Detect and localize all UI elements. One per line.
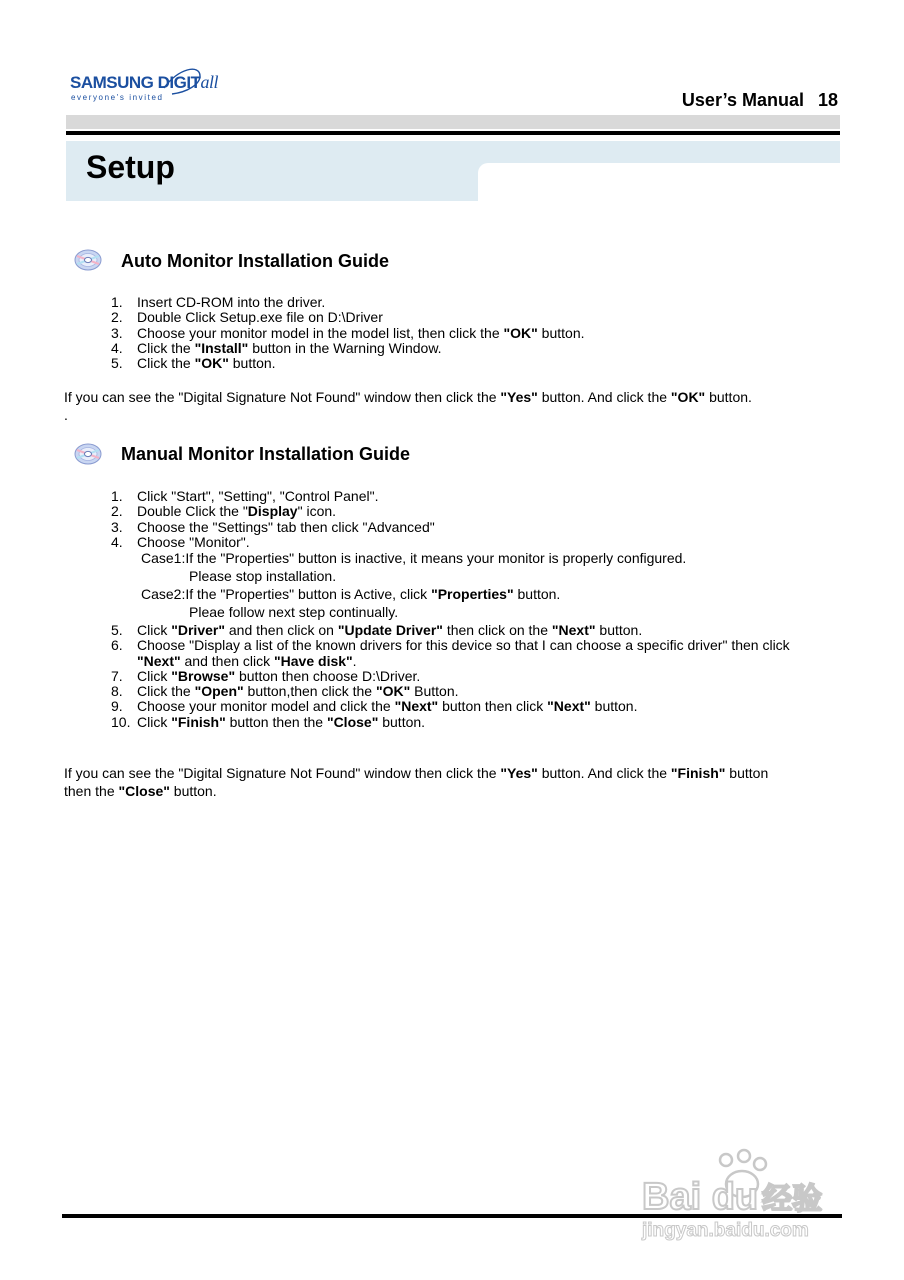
list-item-text: Click "Browse" button then choose D:\Driver. <box>137 667 421 684</box>
manual-title: User’s Manual <box>681 90 804 110</box>
list-item-number: 2. <box>111 309 123 326</box>
list-item <box>111 638 790 669</box>
page-number: 18 <box>817 90 838 110</box>
list-item-text: Click "Finish" button then the "Close" button. <box>137 713 426 730</box>
case2-text: Case2:If the "Properties" button is Active, click "Properties" button. <box>141 586 561 602</box>
list-item <box>111 295 585 310</box>
list-item-number: 8. <box>111 683 123 700</box>
list-item-number: 10. <box>111 713 131 730</box>
header-gray-band <box>66 115 840 129</box>
list-item-number: 6. <box>111 637 123 654</box>
manual-guide-note-line2: then the "Close" button. <box>64 783 217 799</box>
watermark-brand: Bai du 经验 <box>642 1176 823 1218</box>
auto-guide-steps <box>111 295 585 371</box>
list-item-text: Insert CD-ROM into the driver. <box>137 294 326 310</box>
case1-text: Case1:If the "Properties" button is inactive, it means your monitor is properly configured. <box>141 550 687 566</box>
manual-guide-steps-1-4 <box>111 489 435 550</box>
samsung-logo <box>68 66 218 108</box>
list-item-number: 1. <box>111 294 123 310</box>
list-item-text: Choose your monitor model in the model list, then click the "OK" button. <box>137 324 585 341</box>
manual-guide-title: Manual Monitor Installation Guide <box>121 444 411 464</box>
header-manual-title <box>682 90 838 111</box>
list-item-number: 3. <box>111 324 123 341</box>
list-item-text: Click "Start", "Setting", "Control Panel". <box>137 488 379 504</box>
list-item <box>111 489 435 504</box>
list-item-text: Click the "Install" button in the Warning Window. <box>137 339 442 356</box>
list-item-number: 5. <box>111 622 123 638</box>
manual-guide-note-line1: If you can see the "Digital Signature Not Found" window then click the "Yes" button. And click the "Finish" button <box>64 765 769 781</box>
list-item <box>111 669 790 684</box>
list-item-text: Choose "Monitor". <box>137 533 250 550</box>
list-item <box>111 715 790 730</box>
logo-tagline: everyone's invited <box>71 93 164 102</box>
list-item <box>111 504 435 519</box>
list-item-text: Choose the "Settings" tab then click "Advanced" <box>137 518 435 535</box>
list-item-number: 1. <box>111 488 123 504</box>
baidu-watermark <box>640 1148 850 1248</box>
cd-disc-icon <box>73 246 103 274</box>
list-item-number: 7. <box>111 667 123 684</box>
list-item <box>111 684 790 699</box>
cd-disc-icon <box>73 440 103 468</box>
list-item-text: Click the "OK" button. <box>137 355 276 372</box>
list-item-number: 4. <box>111 339 123 356</box>
list-item-number: 4. <box>111 533 123 550</box>
list-item-number: 2. <box>111 503 123 520</box>
list-item <box>111 356 585 371</box>
list-item-text: Click "Driver" and then click on "Update Driver" then click on the "Next" button. <box>137 622 643 638</box>
case2-followup: Pleae follow next step continually. <box>189 604 399 620</box>
auto-guide-note: If you can see the "Digital Signature Not Found" window then click the "Yes" button. And click the "OK" button. <box>64 389 752 405</box>
case1-followup: Please stop installation. <box>189 568 337 584</box>
list-item <box>111 520 435 535</box>
list-item-text: Choose "Display a list of the known drivers for this device so that I can choose a specific driver" then click "Next" and then click "Have disk". <box>137 637 790 669</box>
list-item <box>111 310 585 325</box>
list-item-number: 9. <box>111 698 123 715</box>
logo-wordmark: SAMSUNG DIGITall <box>70 72 218 92</box>
list-item <box>111 341 585 356</box>
header-black-rule <box>66 131 840 135</box>
list-item-text: Choose your monitor model and click the "Next" button then click "Next" button. <box>137 698 638 715</box>
list-item-text: Double Click the "Display" icon. <box>137 503 337 520</box>
list-item <box>111 623 790 638</box>
page-title: Setup <box>86 149 175 185</box>
list-item <box>111 326 585 341</box>
list-item-number: 5. <box>111 355 123 372</box>
watermark-url: jingyan.baidu.com <box>642 1220 809 1241</box>
list-item-number: 3. <box>111 518 123 535</box>
list-item-text: Click the "Open" button,then click the "OK" Button. <box>137 683 459 700</box>
auto-guide-title: Auto Monitor Installation Guide <box>121 251 389 271</box>
list-item <box>111 699 790 714</box>
title-band-notch <box>478 163 840 203</box>
list-item <box>111 535 435 550</box>
stray-dot: . <box>64 407 68 423</box>
list-item-text: Double Click Setup.exe file on D:\Driver <box>137 309 383 326</box>
manual-guide-steps-5-10 <box>111 623 790 730</box>
